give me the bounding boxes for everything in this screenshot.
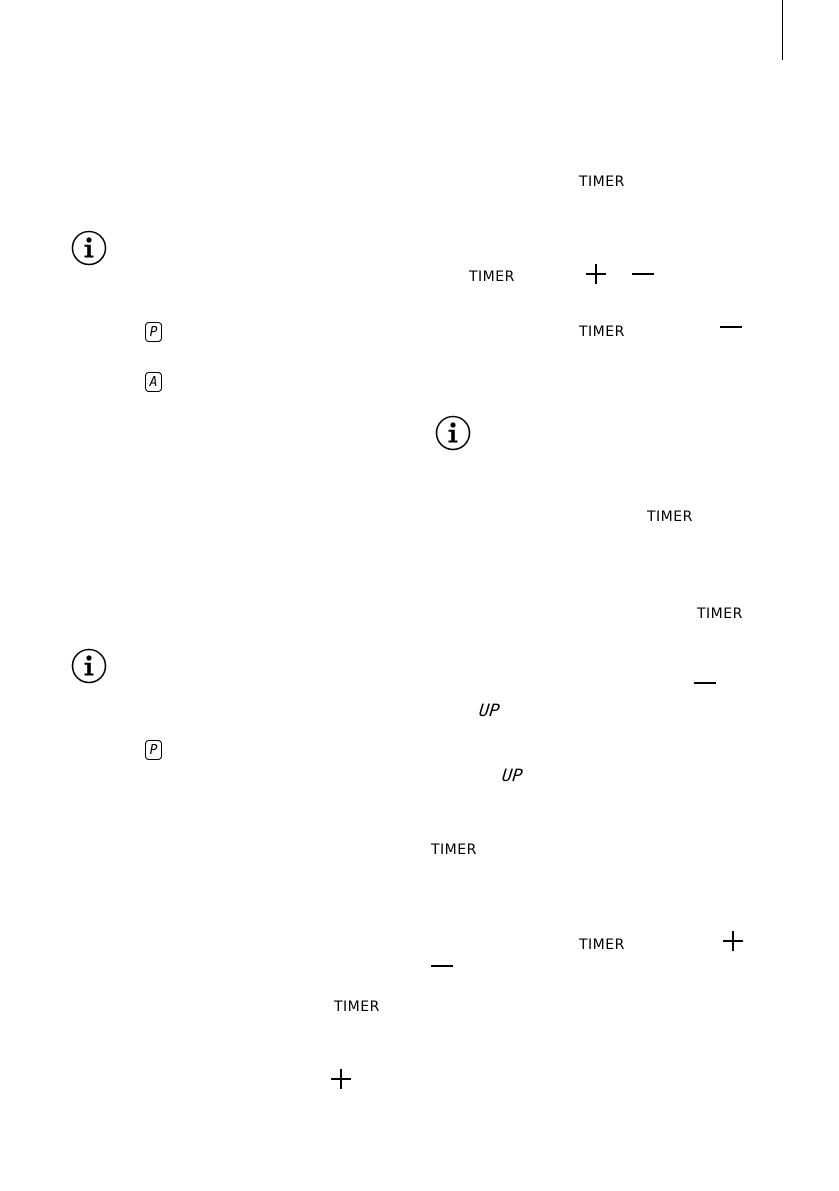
timer-label: TIMER bbox=[697, 606, 743, 622]
timer-label: TIMER bbox=[579, 937, 625, 953]
plus-icon bbox=[585, 263, 607, 285]
p-display-icon: P bbox=[145, 322, 162, 342]
timer-label: TIMER bbox=[579, 174, 625, 190]
crop-mark-line bbox=[782, 0, 783, 60]
timer-label: TIMER bbox=[431, 842, 477, 858]
info-icon bbox=[71, 648, 107, 684]
info-icon bbox=[71, 230, 107, 266]
minus-icon bbox=[430, 956, 454, 976]
timer-label: TIMER bbox=[469, 269, 515, 285]
minus-icon bbox=[693, 673, 717, 693]
minus-icon bbox=[631, 264, 655, 284]
timer-label: TIMER bbox=[647, 509, 693, 525]
up-display-icon: UP bbox=[501, 766, 524, 786]
plus-icon bbox=[330, 1068, 352, 1090]
plus-icon bbox=[722, 930, 744, 952]
info-icon bbox=[435, 415, 471, 451]
timer-label: TIMER bbox=[579, 324, 625, 340]
minus-icon bbox=[719, 317, 743, 337]
timer-label: TIMER bbox=[334, 999, 380, 1015]
p-display-icon: P bbox=[145, 740, 162, 760]
a-display-icon: A bbox=[145, 372, 162, 392]
up-display-icon: UP bbox=[478, 701, 501, 721]
